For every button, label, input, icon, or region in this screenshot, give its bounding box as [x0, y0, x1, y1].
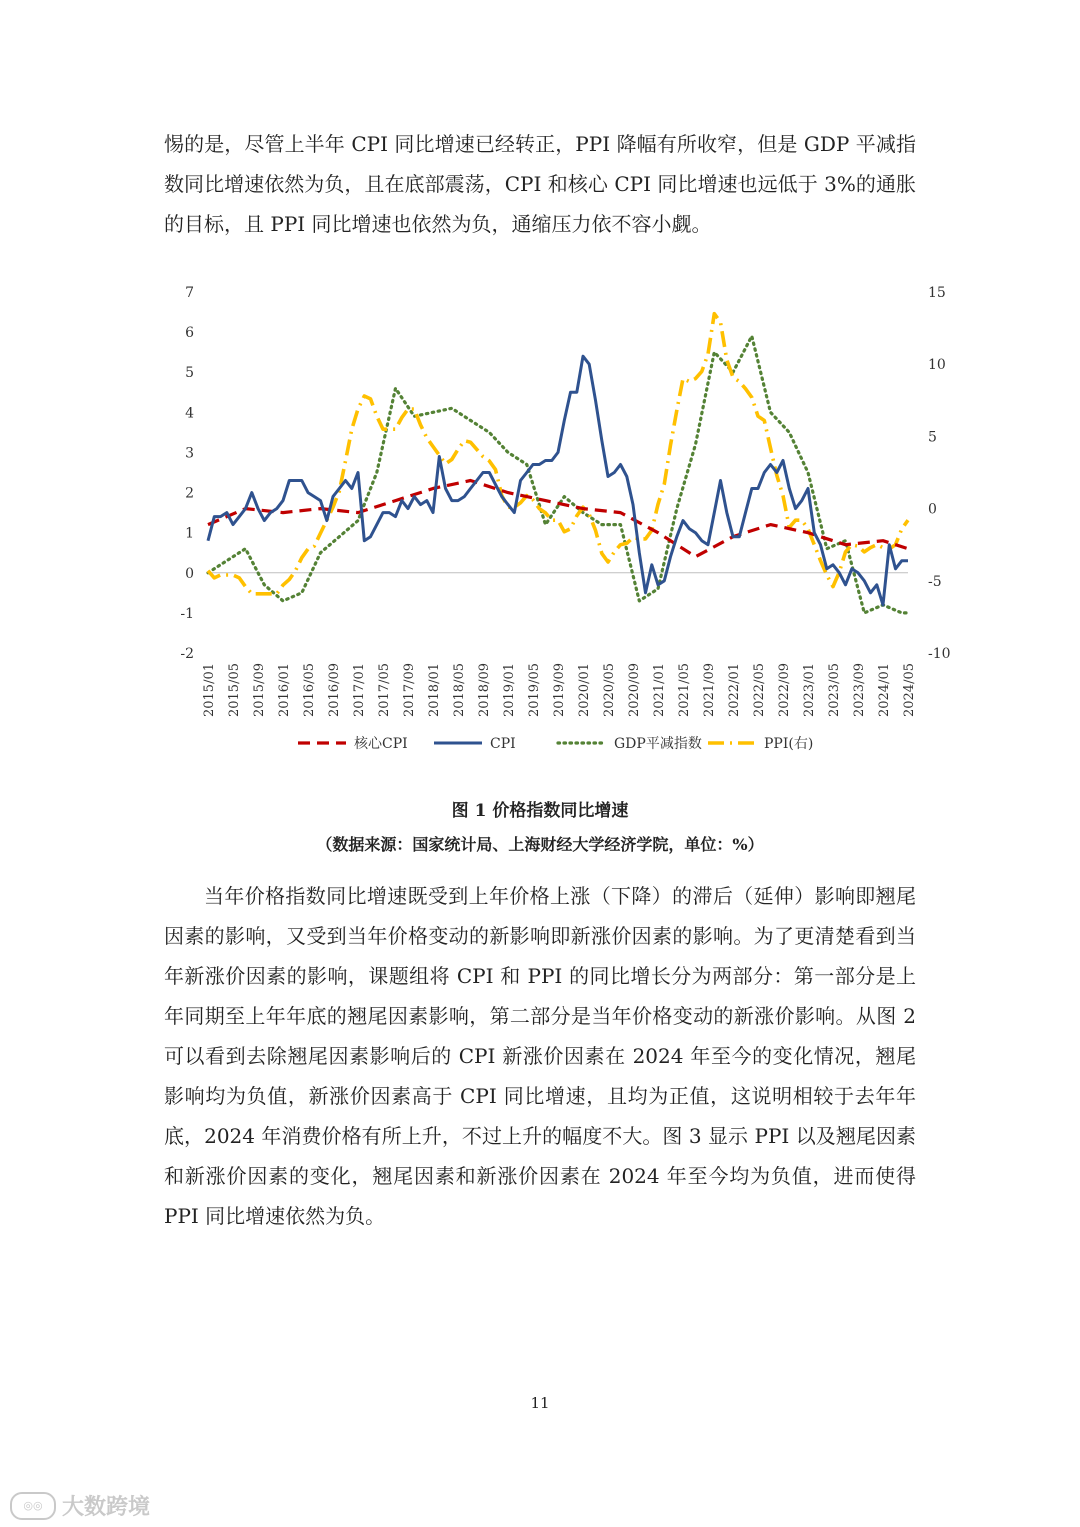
y-tick-label: 7: [185, 285, 194, 301]
y2-tick-label: 0: [928, 501, 937, 518]
y-tick-label: -1: [180, 605, 194, 622]
y-tick-label: 1: [185, 525, 194, 542]
figure-source: （数据来源：国家统计局、上海财经大学经济学院，单位：%）: [316, 835, 764, 854]
x-tick-label: 2023/05: [827, 663, 842, 718]
chart-axes: [180, 285, 950, 717]
x-tick-label: 2018/05: [452, 663, 467, 718]
x-tick-label: 2022/09: [777, 663, 792, 718]
x-tick-label: 2022/01: [727, 663, 742, 718]
y-tick-label: 3: [185, 445, 194, 462]
series-line-GDP平减指数: [208, 336, 908, 613]
x-tick-label: 2015/01: [202, 663, 217, 718]
x-tick-label: 2016/09: [327, 663, 342, 718]
x-tick-label: 2019/09: [552, 663, 567, 718]
x-tick-label: 2021/09: [702, 663, 717, 718]
y-tick-label: 0: [185, 565, 194, 582]
watermark: [10, 1490, 150, 1521]
x-tick-label: 2023/09: [852, 663, 867, 718]
x-tick-label: 2016/01: [277, 663, 292, 718]
x-tick-label: 2020/05: [602, 663, 617, 718]
x-tick-label: 2018/09: [477, 663, 492, 718]
paragraph-body: 当年价格指数同比增速既受到上年价格上涨（下降）的滞后（延伸）影响即翘尾因素的影响，又受到当年价格变动的新影响即新涨价因素的影响。为了更清楚看到当年新涨价因素的影响，课题组将 CPI 和 PPI 的同比增长分为两部分：第一部分是上年同期至上年年底的翘尾因素影响，第二部分是当年价格变动的新涨价影响。从图 2 可以看到去除翘尾因素影响后的 CPI 新涨价因素在 2024 年至今的变化情况，翘尾影响均为负值，新涨价因素高于 CPI 同比增速，且均为正值，这说明相较于去年年底，2024 年消费价格有所上升，不过上升的幅度不大。图 3 显示 PPI 以及翘尾因素和新涨价因素的变化，翘尾因素和新涨价因素在 2024 年至今均为负值，进而使得 PPI 同比增速依然为负。: [164, 884, 916, 1228]
price-index-chart: [150, 270, 951, 770]
x-tick-label: 2019/05: [527, 663, 542, 718]
x-tick-label: 2018/01: [427, 663, 442, 718]
x-tick-label: 2019/01: [502, 663, 517, 718]
legend-label: CPI: [490, 736, 516, 752]
y2-tick-label: -5: [928, 573, 942, 590]
y2-tick-label: 15: [928, 285, 946, 301]
x-tick-label: 2017/01: [352, 663, 367, 718]
x-tick-label: 2017/05: [377, 663, 392, 718]
x-tick-label: 2023/01: [802, 663, 817, 718]
x-tick-label: 2024/01: [877, 663, 892, 718]
x-tick-label: 2021/05: [677, 663, 692, 718]
x-tick-label: 2017/09: [402, 663, 417, 718]
x-tick-label: 2020/09: [627, 663, 642, 718]
paragraph-top: 惕的是，尽管上半年 CPI 同比增速已经转正，PPI 降幅有所收窄，但是 GDP 平减指数同比增速依然为负，且在底部震荡，CPI 和核心 CPI 同比增速也远低于 3%的通胀的目标，且 PPI 同比增速也依然为负，通缩压力依不容小觑。: [164, 132, 916, 236]
y-tick-label: 4: [185, 405, 194, 422]
y-tick-label: -2: [180, 646, 194, 662]
x-tick-label: 2021/01: [652, 663, 667, 718]
x-tick-label: 2024/05: [902, 663, 917, 718]
x-tick-label: 2015/09: [252, 663, 267, 718]
legend-label: PPI(右): [764, 736, 814, 752]
figure-title: 图 1 价格指数同比增速: [451, 801, 629, 821]
x-tick-label: 2020/01: [577, 663, 592, 718]
legend-label: 核心CPI: [354, 736, 408, 752]
y-tick-label: 6: [185, 325, 194, 342]
y2-tick-label: 10: [928, 357, 946, 374]
y-tick-label: 2: [185, 485, 194, 502]
page-number: 11: [530, 1394, 550, 1412]
y2-tick-label: 5: [928, 429, 937, 446]
y-tick-label: 5: [185, 365, 194, 382]
x-tick-label: 2022/05: [752, 663, 767, 718]
chart-series: [208, 314, 908, 613]
chart-legend: [298, 735, 813, 752]
x-tick-label: 2015/05: [227, 663, 242, 718]
legend-label: GDP平减指数: [614, 736, 702, 752]
logo-icon: ◎◎: [10, 1492, 56, 1520]
y2-tick-label: -10: [928, 646, 951, 662]
watermark-text: 大数跨境: [62, 1495, 151, 1520]
x-tick-label: 2016/05: [302, 663, 317, 718]
